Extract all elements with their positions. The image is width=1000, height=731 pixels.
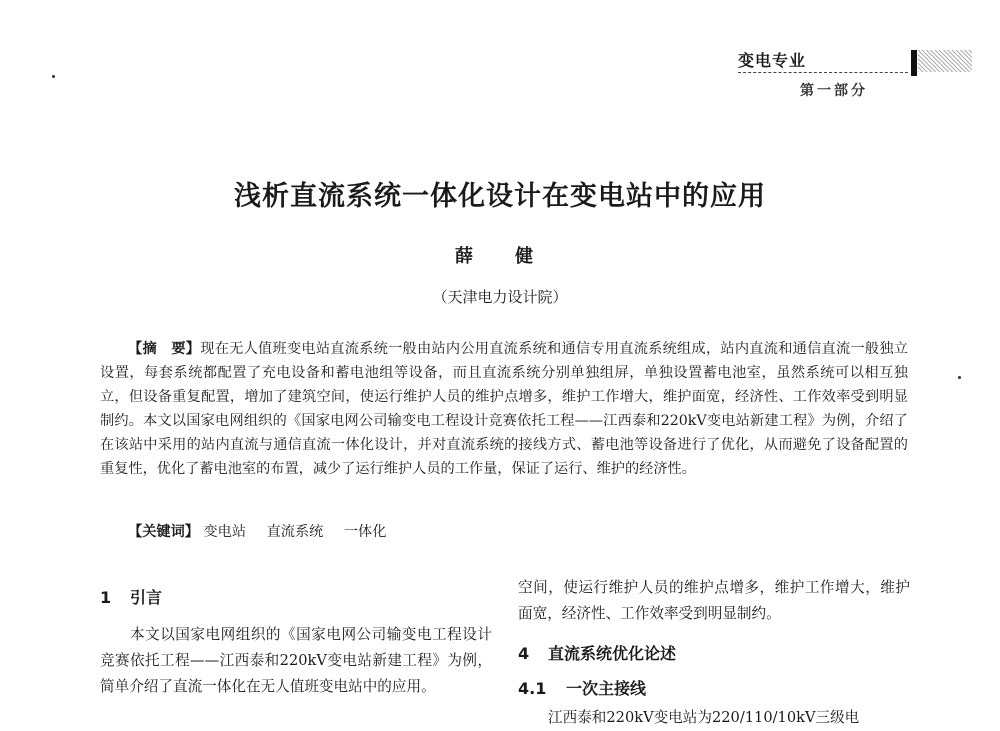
header-pattern-decoration <box>918 50 972 72</box>
scan-speck <box>958 376 961 379</box>
section-heading-dc <box>518 641 910 664</box>
abstract-text: 现在无人值班变电站直流系统一般由站内公用直流系统和通信专用直流系统组成，站内直流和通信直流一般独立设置，每套系统都配置了充电设备和蓄电池组等设备，而且直流系统分别单独组屏，单独设置蓄电池室，虽然系统可以相互独立，但设备重复配置，增加了建筑空间，使运行维护人员的维护点增多，维护工作增大，维护面宽，经济性、工作效率受到明显制约。本文以国家电网组织的《国家电网公司输变电工程设计竞赛依托工程——江西泰和220kV变电站新建工程》为例，介绍了在该站中采用的站内直流与通信直流一体化设计，并对直流系统的接线方式、蓄电池等设备进行了优化，从而避免了设备配置的重复性，优化了蓄电池室的布置，减少了运行维护人员的工作量，保证了运行、维护的经济性。 <box>100 341 908 477</box>
abstract-label: 【摘 要】 <box>128 341 201 357</box>
paper-author: 薛 健 <box>455 246 545 267</box>
section-heading-intro <box>100 585 492 608</box>
keywords-label: 【关键词】 <box>128 524 199 540</box>
abstract <box>100 337 908 481</box>
keyword: 一体化 <box>343 524 387 540</box>
section-title: 引言 <box>130 588 163 607</box>
header-bar-decoration <box>911 50 917 76</box>
subsection-number: 4.1 <box>518 679 547 698</box>
keyword: 变电站 <box>203 524 247 540</box>
continued-paragraph: 空间，使运行维护人员的维护点增多，维护工作增大，维护面宽，经济性、工作效率受到明显制约。 <box>518 579 910 622</box>
subsection-paragraph: 江西泰和220kV变电站为220/110/10kV三级电 <box>548 709 860 726</box>
right-column <box>518 575 910 731</box>
subsection-title: 一次主接线 <box>566 679 647 698</box>
section-number: 1 <box>100 588 112 607</box>
paper-title: 浅析直流系统一体化设计在变电站中的应用 <box>234 181 766 212</box>
keyword: 直流系统 <box>266 524 324 540</box>
scan-speck <box>52 75 55 78</box>
intro-paragraph: 本文以国家电网组织的《国家电网公司输变电工程设计竞赛依托工程——江西泰和220kV变电站新建工程》为例，简单介绍了直流一体化在无人值班变电站中的应用。 <box>100 626 492 695</box>
header-rule <box>738 72 908 73</box>
subsection-heading <box>518 676 910 699</box>
keywords <box>128 521 402 541</box>
header-part: 第一部分 <box>800 83 868 99</box>
header-category: 变电专业 <box>738 51 807 70</box>
paper-affiliation: （天津电力设计院） <box>432 288 568 306</box>
left-column <box>100 585 492 700</box>
section-title: 直流系统优化论述 <box>548 644 677 663</box>
section-number: 4 <box>518 644 530 663</box>
